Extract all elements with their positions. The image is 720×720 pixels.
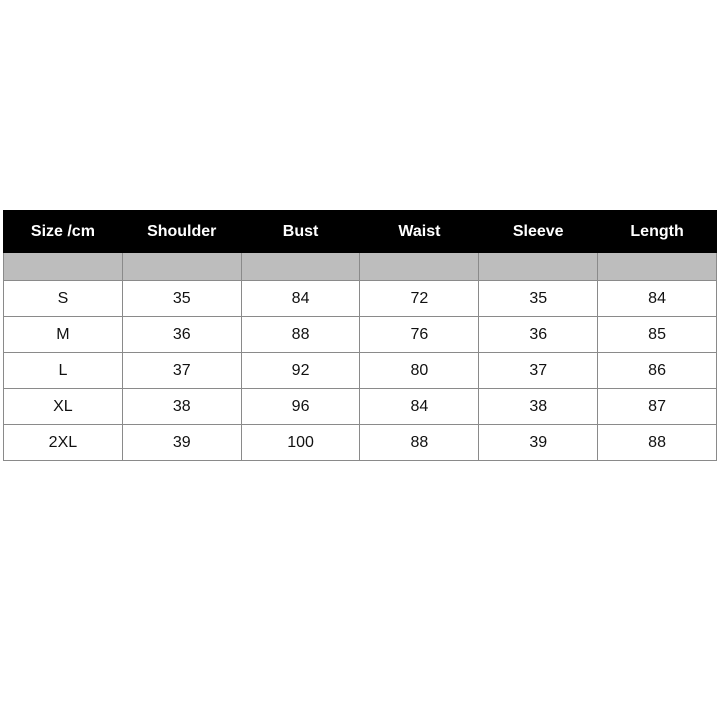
spacer-cell (241, 253, 360, 281)
shoulder-cell: 35 (122, 281, 241, 317)
length-cell: 88 (598, 425, 717, 461)
bust-cell: 92 (241, 353, 360, 389)
size-cell: 2XL (4, 425, 123, 461)
bust-cell: 100 (241, 425, 360, 461)
size-cell: XL (4, 389, 123, 425)
table-row (4, 425, 717, 461)
bust-cell: 88 (241, 317, 360, 353)
header-waist: Waist (360, 211, 479, 253)
bust-cell: 96 (241, 389, 360, 425)
spacer-cell (4, 253, 123, 281)
length-cell: 85 (598, 317, 717, 353)
waist-cell: 84 (360, 389, 479, 425)
table-row (4, 281, 717, 317)
table-row (4, 389, 717, 425)
table-row (4, 353, 717, 389)
header-row (4, 211, 717, 253)
header-size: Size /cm (4, 211, 123, 253)
shoulder-cell: 39 (122, 425, 241, 461)
sleeve-cell: 36 (479, 317, 598, 353)
length-cell: 86 (598, 353, 717, 389)
waist-cell: 80 (360, 353, 479, 389)
size-chart-table (3, 210, 717, 461)
shoulder-cell: 36 (122, 317, 241, 353)
header-length: Length (598, 211, 717, 253)
size-cell: M (4, 317, 123, 353)
spacer-cell (598, 253, 717, 281)
header-shoulder: Shoulder (122, 211, 241, 253)
size-cell: S (4, 281, 123, 317)
spacer-cell (122, 253, 241, 281)
shoulder-cell: 38 (122, 389, 241, 425)
size-cell: L (4, 353, 123, 389)
waist-cell: 76 (360, 317, 479, 353)
spacer-row (4, 253, 717, 281)
bust-cell: 84 (241, 281, 360, 317)
spacer-cell (360, 253, 479, 281)
spacer-cell (479, 253, 598, 281)
sleeve-cell: 39 (479, 425, 598, 461)
length-cell: 84 (598, 281, 717, 317)
waist-cell: 72 (360, 281, 479, 317)
length-cell: 87 (598, 389, 717, 425)
shoulder-cell: 37 (122, 353, 241, 389)
waist-cell: 88 (360, 425, 479, 461)
sleeve-cell: 38 (479, 389, 598, 425)
header-bust: Bust (241, 211, 360, 253)
table-row (4, 317, 717, 353)
sleeve-cell: 35 (479, 281, 598, 317)
header-sleeve: Sleeve (479, 211, 598, 253)
sleeve-cell: 37 (479, 353, 598, 389)
